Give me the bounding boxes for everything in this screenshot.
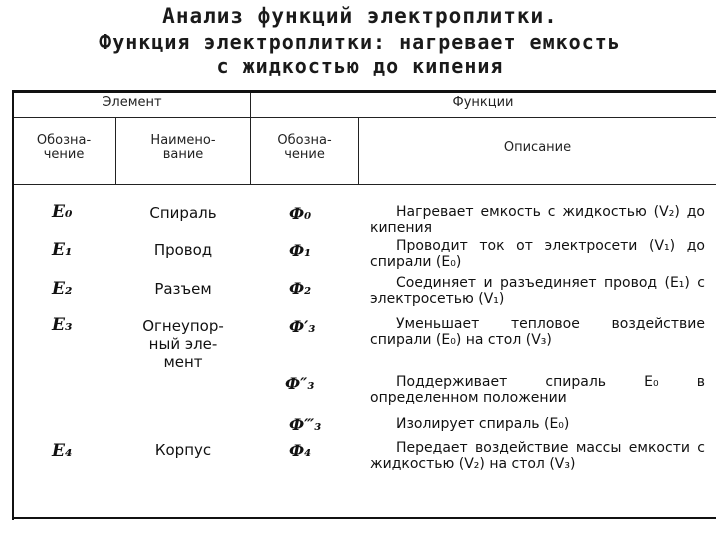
header-element-name: Наимено- вание	[150, 133, 216, 162]
element-symbol: E₀	[52, 202, 73, 222]
element-name: Огнеупор- ный эле- мент	[142, 317, 224, 371]
function-symbol: Ф₂	[289, 279, 312, 298]
function-description: Уменьшает тепловое воздействие спирали (E₀) на стол (V₃)	[370, 316, 705, 348]
element-symbol: E₃	[52, 315, 73, 335]
document-subtitle-line-2: с жидкостью до кипения	[216, 54, 504, 78]
header-function-symbol: Обозна- чение	[277, 133, 332, 162]
function-description: Передает воздействие массы емкости с жидкостью (V₂) на стол (V₃)	[370, 440, 705, 472]
document-subtitle-line-1: Функция электроплитки: нагревает емкость	[99, 30, 621, 54]
function-description: Поддерживает спираль E₀ в определенном положении	[370, 374, 705, 406]
function-symbol: Ф‴₃	[289, 415, 322, 434]
table-top-border	[14, 90, 716, 93]
element-symbol: E₄	[52, 441, 73, 461]
element-symbol: E₁	[52, 240, 73, 260]
header-function-description: Описание	[503, 140, 572, 155]
function-description: Изолирует спираль (E₀)	[396, 416, 570, 432]
function-description: Нагревает емкость с жидкостью (V₂) до кипения	[370, 204, 705, 236]
header-element-symbol: Обозна- чение	[36, 133, 92, 162]
element-name: Провод	[153, 241, 213, 259]
header-element-group: Элемент	[102, 95, 162, 110]
element-name: Разъем	[154, 280, 212, 298]
function-symbol: Ф″₃	[285, 374, 315, 393]
header-bottom-line	[14, 184, 716, 185]
function-symbol: Ф₄	[289, 441, 312, 460]
function-symbol: Ф′₃	[289, 317, 316, 336]
element-symbol: E₂	[52, 279, 73, 299]
function-description: Соединяет и разъединяет провод (E₁) с электросетью (V₁)	[370, 275, 705, 307]
element-name: Корпус	[154, 441, 212, 459]
document-title: Анализ функций электроплитки.	[162, 4, 558, 28]
header-function-group: Функции	[452, 95, 514, 110]
element-name: Спираль	[149, 204, 217, 222]
function-symbol: Ф₀	[289, 204, 312, 223]
header-divider-line	[14, 117, 716, 118]
function-description: Проводит ток от электросети (V₁) до спирали (E₀)	[370, 238, 705, 270]
function-symbol: Ф₁	[289, 241, 312, 260]
table-bottom-border	[12, 517, 716, 519]
